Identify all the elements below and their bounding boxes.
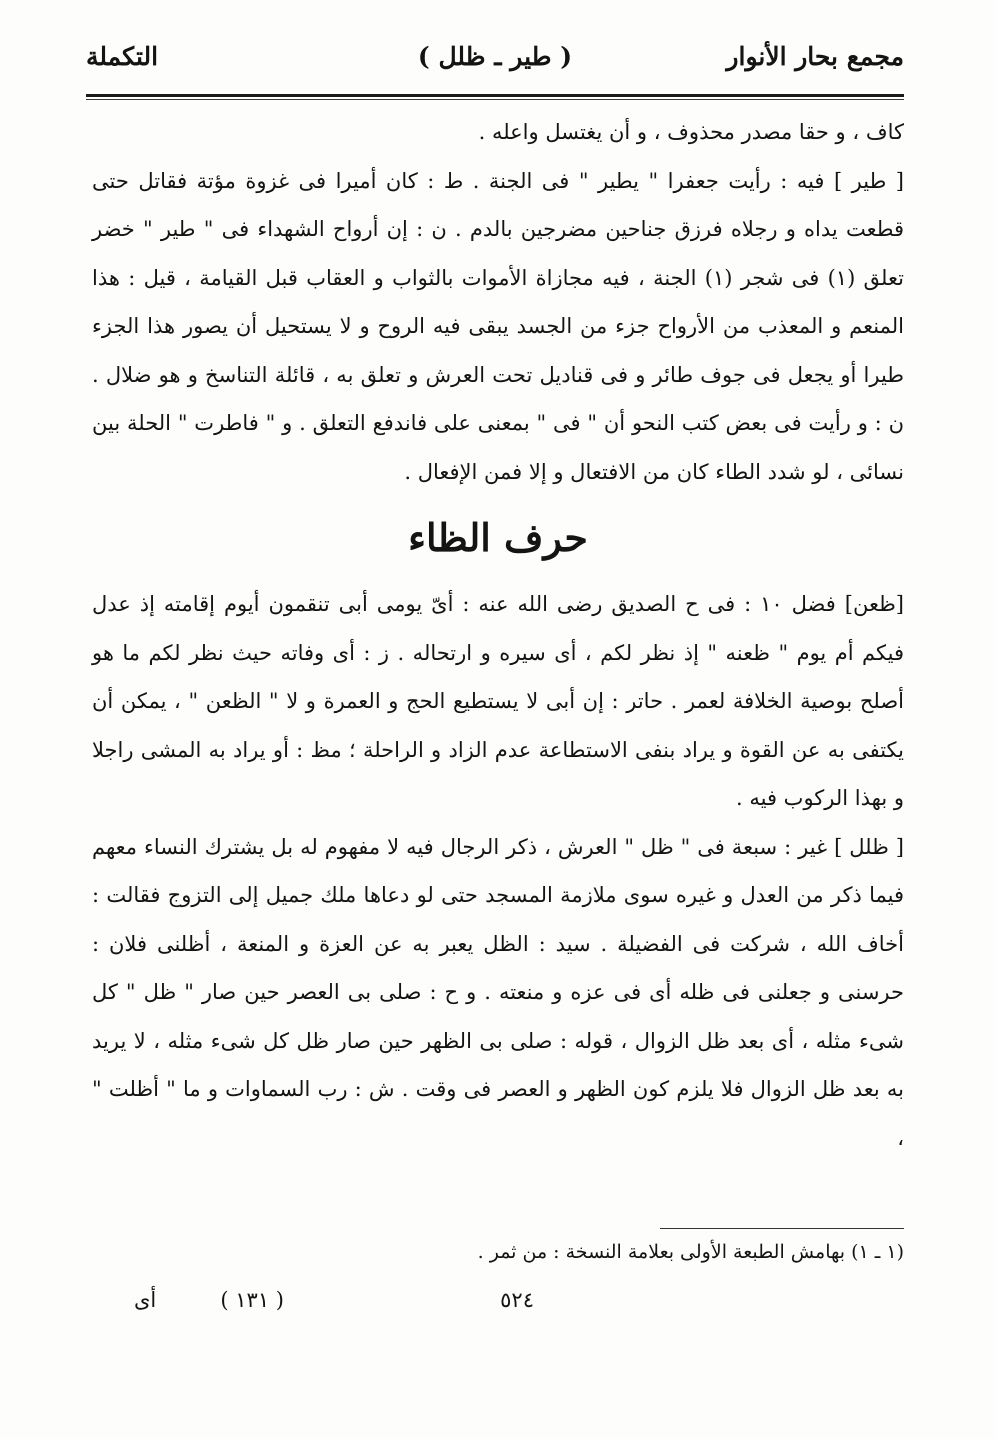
catchword: أى: [134, 1288, 157, 1312]
entry-range: ( طير ـ ظلل ): [417, 42, 573, 71]
paragraph-entry-zalal: [ ظلل ] غير : سبعة فى " ظل " العرش ، ذكر الرجال فيه لا مفهوم له بل يشترك النساء معهم فيما ذكر من العدل و غيره سوى ملازمة المسجد حتى لو دعاها ملك جميل إلى التزوج فقالت : أخاف الله ، شركت فى الفضيلة . سيد : الظل يعبر به عن العزة و المنعة ، أظلنى فلان : حرسنى و جعلنى فى ظله أى فى عزه و منعته . و ح : صلى بى العصر حين صار " ظل " كل شىء مثله ، أى بعد ظل الزوال ، قوله : صلى بى الظهر حين صار ظل كل شىء مثله ، لا يريد به بعد ظل الزوال فلا يلزم كون الظهر و العصر فى وقت . ش : رب السماوات و ما " أظلت " ،: [92, 834, 904, 1150]
paragraph-continuation: كاف ، و حقا مصدر محذوف ، و أن يغتسل واعله .: [478, 120, 904, 144]
page-header: [86, 36, 904, 86]
page-number: ٥٢٤: [500, 1288, 534, 1312]
page-footer: [86, 1288, 904, 1328]
book-title: مجمع بحار الأنوار: [726, 42, 904, 71]
footnote: (١ ـ ١) بهامش الطبعة الأولى بعلامة النسخة : من ثمر .: [477, 1241, 904, 1263]
footnote-rule: [660, 1228, 904, 1229]
volume-marker: ( ١٣١ ): [220, 1288, 284, 1312]
header-rule-thick: [86, 94, 904, 97]
chapter-heading: حرف الظاء: [408, 515, 588, 560]
section-name: التكملة: [86, 42, 159, 71]
main-text: [92, 108, 904, 1162]
paragraph-entry-zaan: [ظعن] فضل ١٠ : فى ح الصديق رضى الله عنه : أىّ يومى أبى تنقمون أيوم إقامته إذ عدل فيكم أم يوم " ظعنه " إذ نظر لكم ، أى سيره و ارتحاله . ز : أى وفاته حيث نظر لكم ما هو أصلح بوصية الخلافة لعمر . حاتر : إن أبى لا يستطيع الحج و العمرة و لا " الظعن " ، يمكن أن يكتفى به عن القوة و يراد بنفى الاستطاعة عدم الزاد و الراحلة ؛ مظ : أو يراد به المشى راجلا و بهذا الركوب فيه .: [92, 592, 904, 810]
header-rule-thin: [86, 99, 904, 100]
paragraph-entry-tayr: [ طير ] فيه : رأيت جعفرا " يطير " فى الجنة . ط : كان أميرا فى غزوة مؤتة فقاتل حتى قطعت يداه و رجلاه فرزق جناحين مضرجين بالدم . ن : إن أرواح الشهداء فى " طير " خضر تعلق (١) فى شجر (١) الجنة ، فيه مجازاة الأموات بالثواب و العقاب قبل القيامة ، قيل : هذا المنعم و المعذب من الأرواح جزء من الجسد يبقى فيه الروح و لا يستحيل أن يصور هذا الجزء طيرا أو يجعل فى جوف طائر و فى قناديل تحت العرش و تعلق به ، قائلة التناسخ و هو ضلال . ن : و رأيت فى بعض كتب النحو أن " فى " بمعنى على فاندفع التعلق . و " فاطرت " الحلة بين نسائى ، لو شدد الطاء كان من الافتعال و إلا فمن الإفعال .: [92, 168, 904, 484]
